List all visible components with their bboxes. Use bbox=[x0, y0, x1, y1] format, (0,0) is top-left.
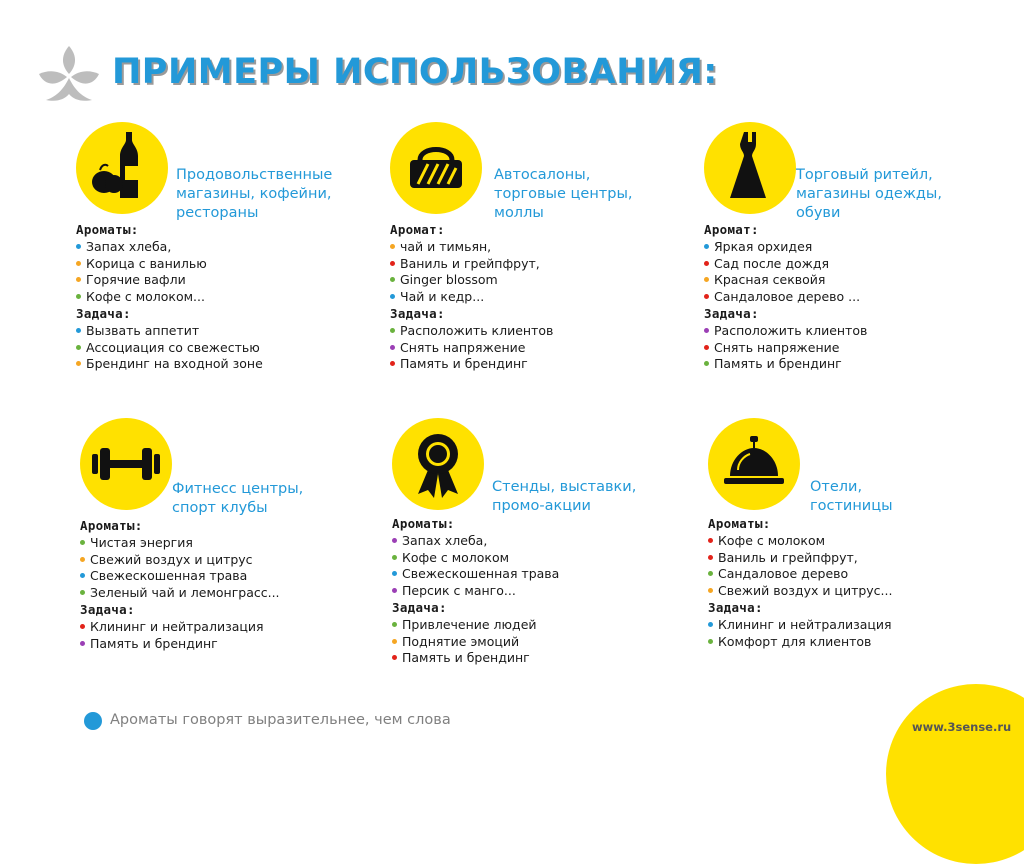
bullet-icon bbox=[704, 261, 709, 266]
card-hotels bbox=[708, 418, 1008, 678]
bullet-icon bbox=[390, 277, 395, 282]
bullet-icon bbox=[390, 244, 395, 249]
list-item: Свежескошенная трава bbox=[392, 566, 559, 583]
list-item: Память и брендинг bbox=[392, 650, 559, 667]
bullet-icon bbox=[392, 571, 397, 576]
icon-circle bbox=[704, 122, 796, 214]
card-fitness bbox=[80, 418, 380, 678]
section-title: Задача: bbox=[704, 305, 759, 321]
list-item: Свежескошенная трава bbox=[80, 568, 280, 585]
icon-circle bbox=[80, 418, 172, 510]
list-item: Клининг и нейтрализация bbox=[80, 619, 280, 636]
list-item: Поднятие эмоций bbox=[392, 634, 559, 651]
list-item: Память и брендинг bbox=[704, 356, 867, 373]
section-title: Аромат: bbox=[704, 222, 759, 237]
list-item: Память и брендинг bbox=[80, 636, 280, 653]
basket-icon bbox=[390, 122, 482, 214]
bullet-icon bbox=[80, 641, 85, 646]
bullet-icon bbox=[704, 294, 709, 299]
list-item: Персик с манго... bbox=[392, 583, 559, 600]
bullet-icon bbox=[390, 294, 395, 299]
bullet-icon bbox=[708, 588, 713, 593]
section-title: Аромат: bbox=[390, 222, 445, 237]
icon-circle bbox=[392, 418, 484, 510]
category-title: Фитнесс центры, спорт клубы bbox=[172, 481, 304, 516]
list-item: Снять напряжение bbox=[390, 340, 553, 357]
bullet-icon bbox=[390, 361, 395, 366]
list-item: Свежий воздух и цитрус... bbox=[708, 583, 892, 600]
section-title: Задача: bbox=[80, 601, 135, 617]
section-title: Задача: bbox=[390, 305, 445, 321]
category-title: Стенды, выставки, промо-акции bbox=[492, 479, 637, 514]
list-item: Ассоциация со свежестью bbox=[76, 340, 263, 357]
list-item: Снять напряжение bbox=[704, 340, 867, 357]
list-item: Память и брендинг bbox=[390, 356, 553, 373]
page-title: ПРИМЕРЫ ИСПОЛЬЗОВАНИЯ: bbox=[112, 52, 718, 92]
section-title: Задача: bbox=[708, 599, 763, 615]
bullet-icon bbox=[390, 328, 395, 333]
bullet-icon bbox=[80, 624, 85, 629]
website-link[interactable]: www.3sense.ru bbox=[912, 720, 1012, 734]
bullet-icon bbox=[390, 261, 395, 266]
service-bell-icon bbox=[708, 418, 800, 510]
footer-tagline: Ароматы говорят выразительнее, чем слова bbox=[110, 712, 451, 728]
bullet-icon bbox=[76, 361, 81, 366]
bullet-icon bbox=[76, 345, 81, 350]
bullet-icon bbox=[708, 538, 713, 543]
category-title: Продовольственные магазины, кофейни, рестораны bbox=[176, 167, 333, 221]
bullet-icon bbox=[708, 622, 713, 627]
list-item: Кофе с молоком... bbox=[76, 289, 263, 306]
list-item: Сад после дождя bbox=[704, 256, 867, 273]
icon-circle bbox=[708, 418, 800, 510]
section-title: Ароматы: bbox=[708, 516, 771, 531]
section-title: Ароматы: bbox=[80, 518, 143, 533]
card-retail bbox=[704, 122, 1004, 382]
grocery-icon bbox=[76, 122, 168, 214]
list-item: Красная секвойя bbox=[704, 272, 867, 289]
bullet-icon bbox=[704, 345, 709, 350]
list-item: Запах хлеба, bbox=[392, 533, 559, 550]
bullet-icon bbox=[76, 277, 81, 282]
list-item: Горячие вафли bbox=[76, 272, 263, 289]
bullet-icon bbox=[708, 639, 713, 644]
list-item: Чай и кедр... bbox=[390, 289, 553, 306]
corner-decoration bbox=[886, 684, 1024, 864]
section-title: Задача: bbox=[76, 305, 131, 321]
bullet-icon bbox=[80, 590, 85, 595]
list-item: Ваниль и грейпфрут, bbox=[708, 550, 892, 567]
category-title: Отели, гостиницы bbox=[810, 479, 893, 514]
list-item: Расположить клиентов bbox=[390, 323, 553, 340]
icon-circle bbox=[76, 122, 168, 214]
award-ribbon-icon bbox=[392, 418, 484, 510]
bullet-icon bbox=[390, 345, 395, 350]
bullet-icon bbox=[76, 294, 81, 299]
bullet-icon bbox=[392, 639, 397, 644]
list-item: Ginger blossom bbox=[390, 272, 553, 289]
list-item: Чистая энергия bbox=[80, 535, 280, 552]
list-item: Зеленый чай и лемонграсс... bbox=[80, 585, 280, 602]
category-title: Торговый ритейл, магазины одежды, обуви bbox=[796, 167, 942, 221]
section-title: Ароматы: bbox=[76, 222, 139, 237]
dress-icon bbox=[704, 122, 796, 214]
list-item: Свежий воздух и цитрус bbox=[80, 552, 280, 569]
bullet-icon bbox=[76, 328, 81, 333]
section-title: Задача: bbox=[392, 599, 447, 615]
list-item: Вызвать аппетит bbox=[76, 323, 263, 340]
list-item: чай и тимьян, bbox=[390, 239, 553, 256]
bullet-icon bbox=[392, 555, 397, 560]
list-item: Корица с ванилью bbox=[76, 256, 263, 273]
bullet-icon bbox=[392, 538, 397, 543]
card-auto-malls bbox=[390, 122, 690, 382]
section-title: Ароматы: bbox=[392, 516, 455, 531]
bullet-icon bbox=[392, 655, 397, 660]
bullet-icon bbox=[392, 622, 397, 627]
category-title: Автосалоны, торговые центры, моллы bbox=[494, 167, 633, 221]
icon-circle bbox=[390, 122, 482, 214]
list-item: Клининг и нейтрализация bbox=[708, 617, 892, 634]
dumbbell-icon bbox=[80, 418, 172, 510]
footer-dot-icon bbox=[84, 712, 102, 730]
brand-logo-icon bbox=[36, 44, 102, 104]
list-item: Комфорт для клиентов bbox=[708, 634, 892, 651]
bullet-icon bbox=[704, 328, 709, 333]
list-item: Запах хлеба, bbox=[76, 239, 263, 256]
bullet-icon bbox=[704, 277, 709, 282]
bullet-icon bbox=[704, 244, 709, 249]
list-item: Сандаловое дерево bbox=[708, 566, 892, 583]
bullet-icon bbox=[76, 244, 81, 249]
list-item: Сандаловое дерево ... bbox=[704, 289, 867, 306]
bullet-icon bbox=[80, 557, 85, 562]
list-item: Расположить клиентов bbox=[704, 323, 867, 340]
list-item: Брендинг на входной зоне bbox=[76, 356, 263, 373]
bullet-icon bbox=[76, 261, 81, 266]
bullet-icon bbox=[392, 588, 397, 593]
bullet-icon bbox=[80, 540, 85, 545]
bullet-icon bbox=[704, 361, 709, 366]
bullet-icon bbox=[708, 555, 713, 560]
list-item: Привлечение людей bbox=[392, 617, 559, 634]
card-exhibitions bbox=[392, 418, 692, 678]
list-item: Яркая орхидея bbox=[704, 239, 867, 256]
bullet-icon bbox=[708, 571, 713, 576]
card-grocery bbox=[76, 122, 376, 382]
list-item: Ваниль и грейпфрут, bbox=[390, 256, 553, 273]
list-item: Кофе с молоком bbox=[708, 533, 892, 550]
bullet-icon bbox=[80, 573, 85, 578]
list-item: Кофе с молоком bbox=[392, 550, 559, 567]
